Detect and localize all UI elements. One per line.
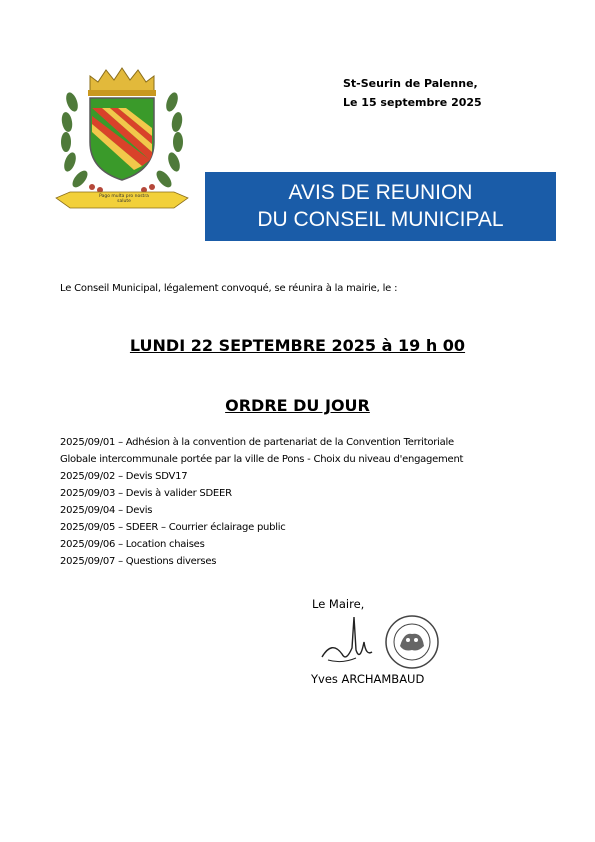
intro-text: Le Conseil Municipal, légalement convoqué, se réunira à la mairie, le : <box>60 283 398 294</box>
signature-and-stamp <box>312 612 452 674</box>
banner-line-2: DU CONSEIL MUNICIPAL <box>257 208 504 231</box>
signature-title: Le Maire, <box>312 597 365 611</box>
handwritten-signature <box>322 617 372 657</box>
date: Le 15 septembre 2025 <box>343 96 482 109</box>
agenda-item: 2025/09/01 – Adhésion à la convention de partenariat de la Convention Territoriale <box>60 437 454 448</box>
agenda-item: 2025/09/04 – Devis <box>60 505 153 516</box>
title-banner <box>205 172 556 241</box>
agenda-title: ORDRE DU JOUR <box>225 396 370 415</box>
agenda-item: 2025/09/07 – Questions diverses <box>60 556 217 567</box>
crest-motto: Pago multa pro nostra salute <box>99 194 149 204</box>
agenda-list <box>60 434 560 570</box>
agenda-item: 2025/09/03 – Devis à valider SDEER <box>60 488 232 499</box>
place: St-Seurin de Palenne, <box>343 77 478 90</box>
agenda-item: Globale intercommunale portée par la ville de Pons - Choix du niveau d'engagement <box>60 454 464 465</box>
mairie-stamp <box>386 616 438 668</box>
banner-line-1: AVIS DE REUNION <box>288 181 473 204</box>
meeting-datetime: LUNDI 22 SEPTEMBRE 2025 à 19 h 00 <box>129 336 466 355</box>
place-date-block <box>343 74 482 112</box>
mayor-name: Yves ARCHAMBAUD <box>311 672 425 686</box>
agenda-item: 2025/09/05 – SDEER – Courrier éclairage public <box>60 522 286 533</box>
agenda-item: 2025/09/02 – Devis SDV17 <box>60 471 188 482</box>
agenda-item: 2025/09/06 – Location chaises <box>60 539 205 550</box>
